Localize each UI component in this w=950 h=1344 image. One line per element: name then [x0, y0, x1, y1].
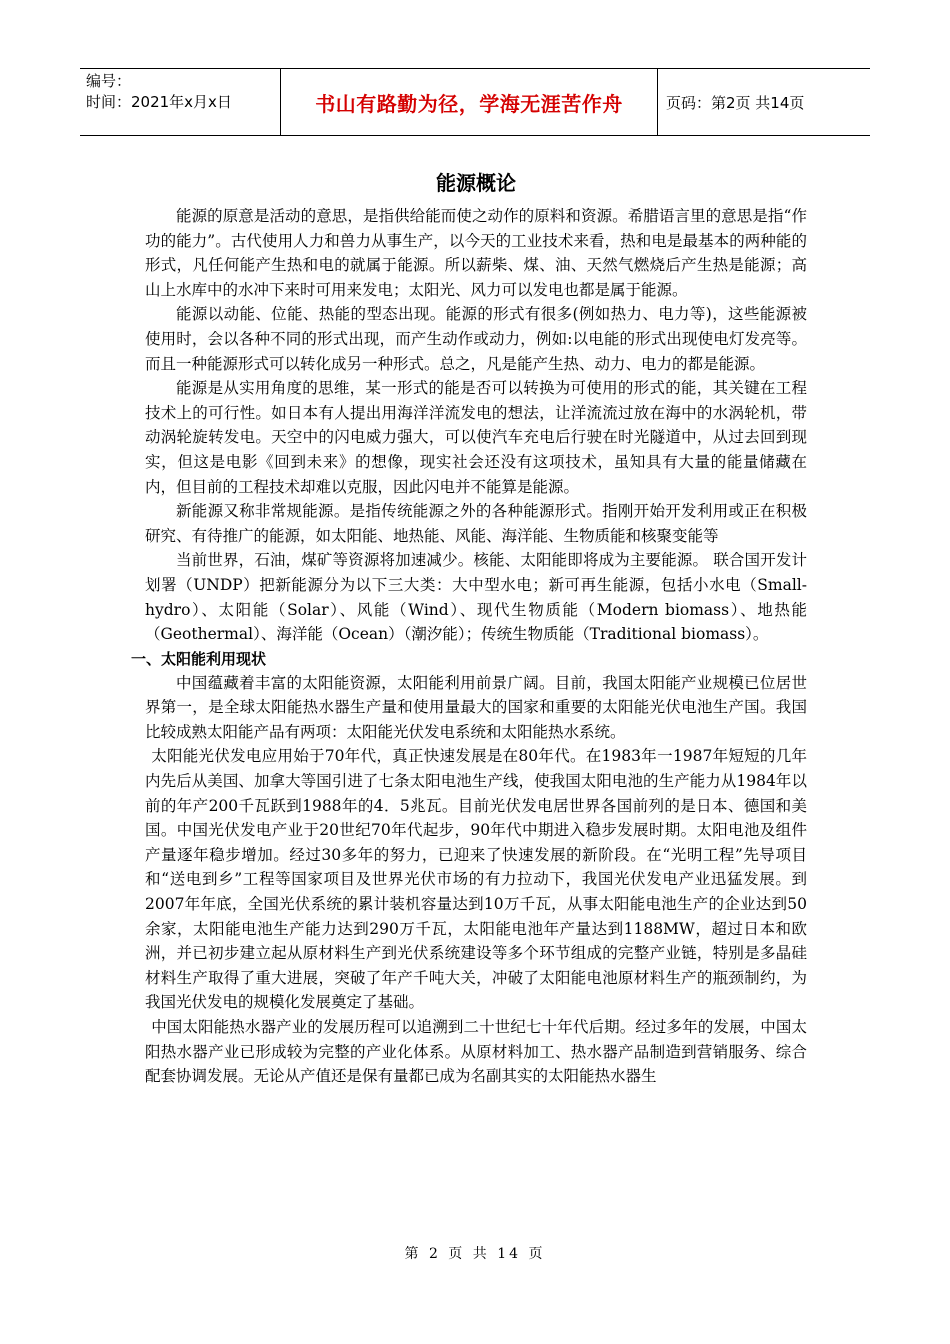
page-footer: 第 2 页 共 14 页: [404, 1246, 546, 1262]
document-time-label: 时间：2021年x月x日: [86, 93, 232, 111]
section-paragraph: 中国蕴藏着丰富的太阳能资源，太阳能利用前景广阔。目前，我国太阳能产业规模已位居世界第一，是全球太阳能热水器生产量和使用量最大的国家和重要的太阳能光伏电池生产国。我国比较成熟太阳能产品有两项：太阳能光伏发电系统和太阳能热水系统。: [145, 673, 807, 741]
section-paragraph: 太阳能光伏发电应用始于70年代，真正快速发展是在80年代。在1983年一1987年短短的几年内先后从美国、加拿大等国引进了七条太阳电池生产线，使我国太阳电池的生产能力从1984年以前的年产200千瓦跃到1988年的4．5兆瓦。目前光伏发电居世界各国前列的是日本、德国和美国。中国光伏发电产业于20世纪70年代起步，90年代中期进入稳步发展时期。太阳电池及组件产量逐年稳步增加。经过30多年的努力，已迎来了快速发展的新阶段。在“光明工程”先导项目和“送电到乡”工程等国家项目及世界光伏市场的有力拉动下，我国光伏发电产业迅猛发展。到2007年年底，全国光伏系统的累计装机容量达到10万千瓦，从事太阳能电池生产的企业达到50余家，太阳能电池生产能力达到290万千瓦，太阳能电池年产量达到1188MW，超过日本和欧洲，并已初步建立起从原材料生产到光伏系统建设等多个环节组成的完整产业链，特别是多晶硅材料生产取得了重大进展，突破了年产千吨大关，冲破了太阳能电池原材料生产的瓶颈制约，为我国光伏发电的规模化发展奠定了基础。: [145, 747, 807, 1012]
document-number-label: 编号：: [86, 72, 132, 90]
document-title: 能源概论: [436, 171, 516, 195]
intro-paragraph: 能源的原意是活动的意思，是指供给能而使之动作的原料和资源。希腊语言里的意思是指“作功的能力”。古代使用人力和兽力从事生产，以今天的工业技术来看，热和电是最基本的两种能的形式，凡任何能产生热和电的就属于能源。所以薪柴、煤、油、天然气燃烧后产生热是能源；高山上水库中的水冲下来时可用来发电；太阳光、风力可以发电也都是属于能源。: [145, 207, 807, 299]
page-header: [80, 68, 870, 136]
section-heading: 一、太阳能利用现状: [131, 649, 267, 668]
intro-paragraph: 新能源又称非常规能源。是指传统能源之外的各种能源形式。指刚开始开发利用或正在积极研究、有待推广的能源，如太阳能、地热能、风能、海洋能、生物质能和核聚变能等: [145, 502, 807, 545]
header-motto: 书山有路勤为径，学海无涯苦作舟: [280, 69, 658, 135]
header-meta: [80, 69, 280, 135]
intro-paragraph: 能源以动能、位能、热能的型态出现。能源的形式有很多(例如热力、电力等)，这些能源被使用时，会以各种不同的形式出现，而产生动作或动力，例如:以电能的形式出现使电灯发亮等。而且一种能源形式可以转化成另一种形式。总之，凡是能产生热、动力、电力的都是能源。: [145, 305, 807, 373]
section-paragraph: 中国太阳能热水器产业的发展历程可以追溯到二十世纪七十年代后期。经过多年的发展，中国太阳热水器产业已形成较为完整的产业化体系。从原材料加工、热水器产品制造到营销服务、综合配套协调发展。无论从产值还是保有量都已成为名副其实的太阳能热水器生: [145, 1018, 807, 1086]
document-body: [131, 168, 807, 1089]
header-page-info: 页码：第2页 共14页: [666, 93, 805, 112]
intro-paragraph: 当前世界，石油，煤矿等资源将加速减少。核能、太阳能即将成为主要能源。 联合国开发计划署（UNDP）把新能源分为以下三大类：大中型水电；新可再生能源，包括小水电（Small-hydro）、太阳能（Solar）、风能（Wind）、现代生物质能（Modern biomass）、地热能（Geothermal）、海洋能（Ocean）（潮汐能）；传统生物质能（Traditional biomass）。: [145, 551, 807, 644]
intro-paragraph: 能源是从实用角度的思维，某一形式的能是否可以转换为可使用的形式的能，其关键在工程技术上的可行性。如日本有人提出用海洋洋流发电的想法，让洋流流过放在海中的水涡轮机，带动涡轮旋转发电。天空中的闪电威力强大，可以使汽车充电后行驶在时光隧道中，从过去回到现实，但这是电影《回到未来》的想像，现实社会还没有这项技术，虽知具有大量的能量储藏在内，但目前的工程技术却难以克服，因此闪电并不能算是能源。: [145, 379, 807, 496]
